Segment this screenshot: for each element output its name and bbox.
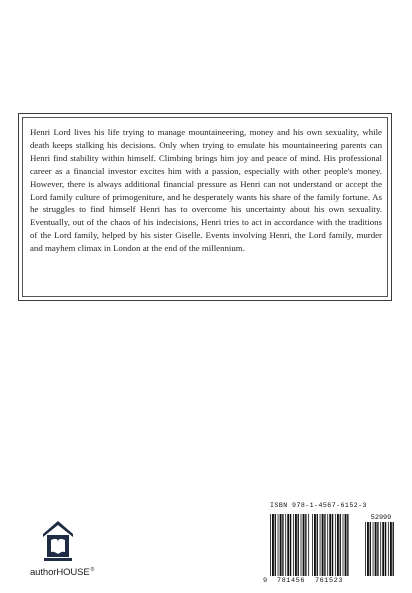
barcode-bar [293,514,294,576]
barcode-left-digits: 781456 [276,577,306,585]
barcode-bar [317,514,318,576]
barcode-bar [295,514,297,576]
isbn-label: ISBN 978-1-4567-6152-3 [270,502,367,509]
barcode-bar [373,522,374,576]
barcode-bar [377,522,378,576]
barcode-bar [329,514,331,576]
barcode-bar [393,522,394,576]
publisher-logo [30,518,95,579]
barcode-bar [308,514,309,576]
barcode-graphic [262,512,396,585]
barcode-bar [367,522,369,576]
barcode-bar [375,522,377,576]
barcode-bar [305,514,306,576]
barcode [262,512,396,585]
barcode-bar [314,514,316,576]
barcode-bar [287,514,289,576]
barcode-bar [322,514,324,576]
barcode-bar [298,514,299,576]
barcode-bar [301,514,302,576]
barcode-bar [382,522,384,576]
barcode-bar [335,514,336,576]
book-blurb: Henri Lord lives his life trying to manage mountaineering, money and his own sexuality, while death keeps stalking his decisions. Only when trying to emulate his mountaineering parents can Henri find stability within himself. Climbing brings him joy and peace of mind. His professional career as a financial investor excites him with a passion, especially with other people's money. However, there is always additional financial pressure as Henri can not understand or accept the Lord family culture of primogeniture, and he desperately wants his share of the family fortune. As he struggles to find himself Henri has to overcome his uncertainty about his own sexuality. Eventually, out of the chaos of his indecisions, Henri tries to act in accordance with the traditions of the Lord family, helped by his sister Giselle. Events involving Henri, the Lord family, murder and mayhem climax in London at the end of the millennium. [30,127,382,254]
barcode-bar [380,522,381,576]
barcode-bar [303,514,305,576]
barcode-bar [282,514,283,576]
barcode-addon-digits: 52999 [370,514,392,522]
house-book-logo-icon [41,518,75,564]
barcode-bar [278,514,279,576]
barcode-bar [275,514,276,576]
barcode-bar [345,514,347,576]
barcode-lead-digit: 9 [262,577,268,585]
publisher-name-part2: HOUSE [56,567,90,579]
barcode-bar [285,514,286,576]
publisher-name [30,567,94,578]
barcode-right-digits: 761523 [314,577,344,585]
barcode-bar [365,522,366,576]
barcode-bar [290,514,291,576]
barcode-bar [327,514,328,576]
barcode-bar [385,522,386,576]
barcode-bar [343,514,344,576]
registered-mark: ® [90,567,95,573]
publisher-name-part1: author [30,567,57,579]
barcode-bar [312,514,313,576]
barcode-bar [347,514,348,576]
barcode-bar [390,522,392,576]
barcode-bar [332,514,333,576]
barcode-bar [270,514,271,576]
barcode-bar [320,514,321,576]
barcode-bar [370,522,371,576]
barcode-bar [340,514,341,576]
barcode-bar [388,522,389,576]
barcode-bar [272,514,274,576]
barcode-bar [324,514,325,576]
barcode-bar [337,514,339,576]
barcode-bar [280,514,282,576]
